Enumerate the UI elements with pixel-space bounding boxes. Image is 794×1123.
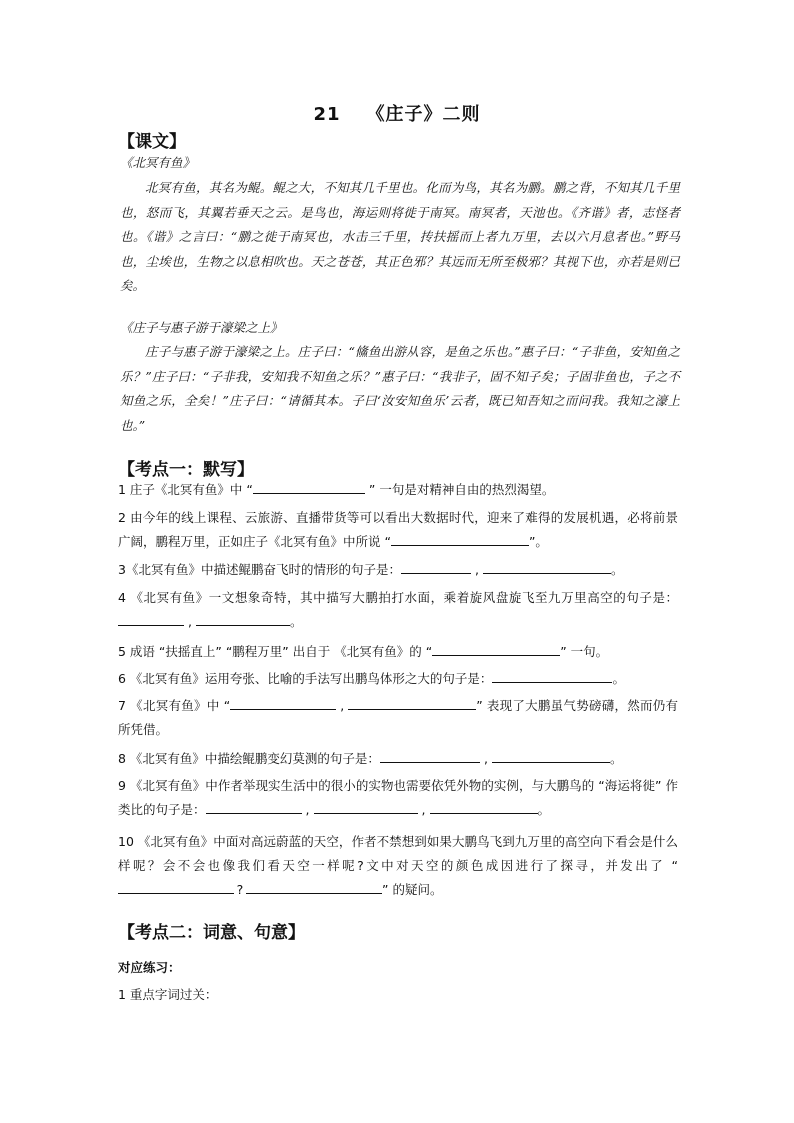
- question-5: 5 成语 “扶摇直上” “鹏程万里” 出自于 《北冥有鱼》的 “ ” 一句。: [118, 640, 678, 664]
- answer-blank[interactable]: [314, 799, 418, 814]
- answer-blank[interactable]: [348, 695, 476, 710]
- question-4: 4 《北冥有鱼》一文想象奇特，其中描写大鹏拍打水面，乘着旋风盘旋飞至九万里高空的句子是：, 。: [118, 590, 678, 629]
- question-7: 7 《北冥有鱼》中 “ , ” 表现了大鹏虽气势磅礴，然而仍有所凭借。: [118, 694, 678, 742]
- page-title: [0, 100, 794, 126]
- section-heading-kaodian1: 【考点一：默写】: [118, 460, 254, 480]
- answer-blank[interactable]: [230, 695, 336, 710]
- answer-blank[interactable]: [196, 611, 290, 626]
- passage1-text: 北冥有鱼，其名为鲲。鲲之大，不知其几千里也。化而为鸟，其名为鹏。鹏之背，不知其几千里也，怒而飞，其翼若垂天之云。是鸟也，海运则将徙于南冥。南冥者，天池也。《齐谐》者，志怪者也。《谐》之言曰：“鹏之徙于南冥也，水击三千里，抟扶摇而上者九万里，去以六月息者也。”野马也，尘埃也，生物之以息相吹也。天之苍苍，其正色邪？其远而无所至极邪？其视下也，亦若是则已矣。: [120, 180, 680, 293]
- practice-item-1: 1 重点字词过关：: [118, 987, 218, 1002]
- answer-blank[interactable]: [483, 559, 611, 574]
- lesson-title: 《庄子》二则: [366, 104, 481, 125]
- question-2: 2 由今年的线上课程、云旅游、直播带货等可以看出大数据时代，迎来了难得的发展机遇，必将前景广阔，鹏程万里，正如庄子《北冥有鱼》中所说 “ ”。: [118, 510, 678, 549]
- passage2-subtitle: 《庄子与惠子游于濠梁之上》: [120, 320, 283, 335]
- section-heading-kewen: 【课文】: [118, 132, 186, 152]
- question-8: 8 《北冥有鱼》中描绘鲲鹏变幻莫测的句子是： , 。: [118, 747, 678, 771]
- question-6: 6 《北冥有鱼》运用夸张、比喻的手法写出鹏鸟体形之大的句子是： 。: [118, 667, 678, 691]
- section-heading-kaodian2: 【考点二：词意、句意】: [118, 923, 305, 943]
- answer-blank[interactable]: [430, 799, 538, 814]
- question-9: 9 《北冥有鱼》中作者举现实生活中的很小的实物也需要依凭外物的实例，与大鹏鸟的 “海运将徙” 作类比的句子是： , , 。: [118, 778, 678, 817]
- practice-heading: 对应练习：: [118, 960, 181, 975]
- answer-blank[interactable]: [246, 879, 382, 894]
- answer-blank[interactable]: [206, 799, 302, 814]
- answer-blank[interactable]: [391, 531, 529, 546]
- answer-blank[interactable]: [492, 668, 612, 683]
- answer-blank[interactable]: [401, 559, 471, 574]
- passage2-text: 庄子与惠子游于濠梁之上。庄子曰：“鯈鱼出游从容，是鱼之乐也。”惠子曰：“子非鱼，安知鱼之乐？”庄子曰：“子非我，安知我不知鱼之乐？”惠子曰：“我非子，固不知子矣；子固非鱼也，子之不知鱼之乐，全矣！”庄子曰：“请循其本。子曰‘汝安知鱼乐’云者，既已知吾知之而问我。我知之濠上也。”: [120, 344, 680, 433]
- question-3: 3《北冥有鱼》中描述鲲鹏奋飞时的情形的句子是： , 。: [118, 558, 678, 582]
- question-1: 1 庄子《北冥有鱼》中 “ ” 一句是对精神自由的热烈渴望。: [118, 478, 678, 502]
- lesson-number: 21: [313, 104, 341, 125]
- question-10: 10 《北冥有鱼》中面对高远蔚蓝的天空，作者不禁想到如果大鹏鸟飞到九万里的高空向下看会是什么样呢？会不会也像我们看天空一样呢?文中对天空的颜色成因进行了探寻，并发出了 “? ” 的疑问。: [118, 834, 678, 897]
- answer-blank[interactable]: [118, 611, 184, 626]
- passage1-subtitle: 《北冥有鱼》: [120, 155, 196, 170]
- answer-blank[interactable]: [492, 748, 610, 763]
- answer-blank[interactable]: [380, 748, 480, 763]
- answer-blank[interactable]: [118, 879, 234, 894]
- answer-blank[interactable]: [253, 479, 365, 494]
- answer-blank[interactable]: [432, 641, 560, 656]
